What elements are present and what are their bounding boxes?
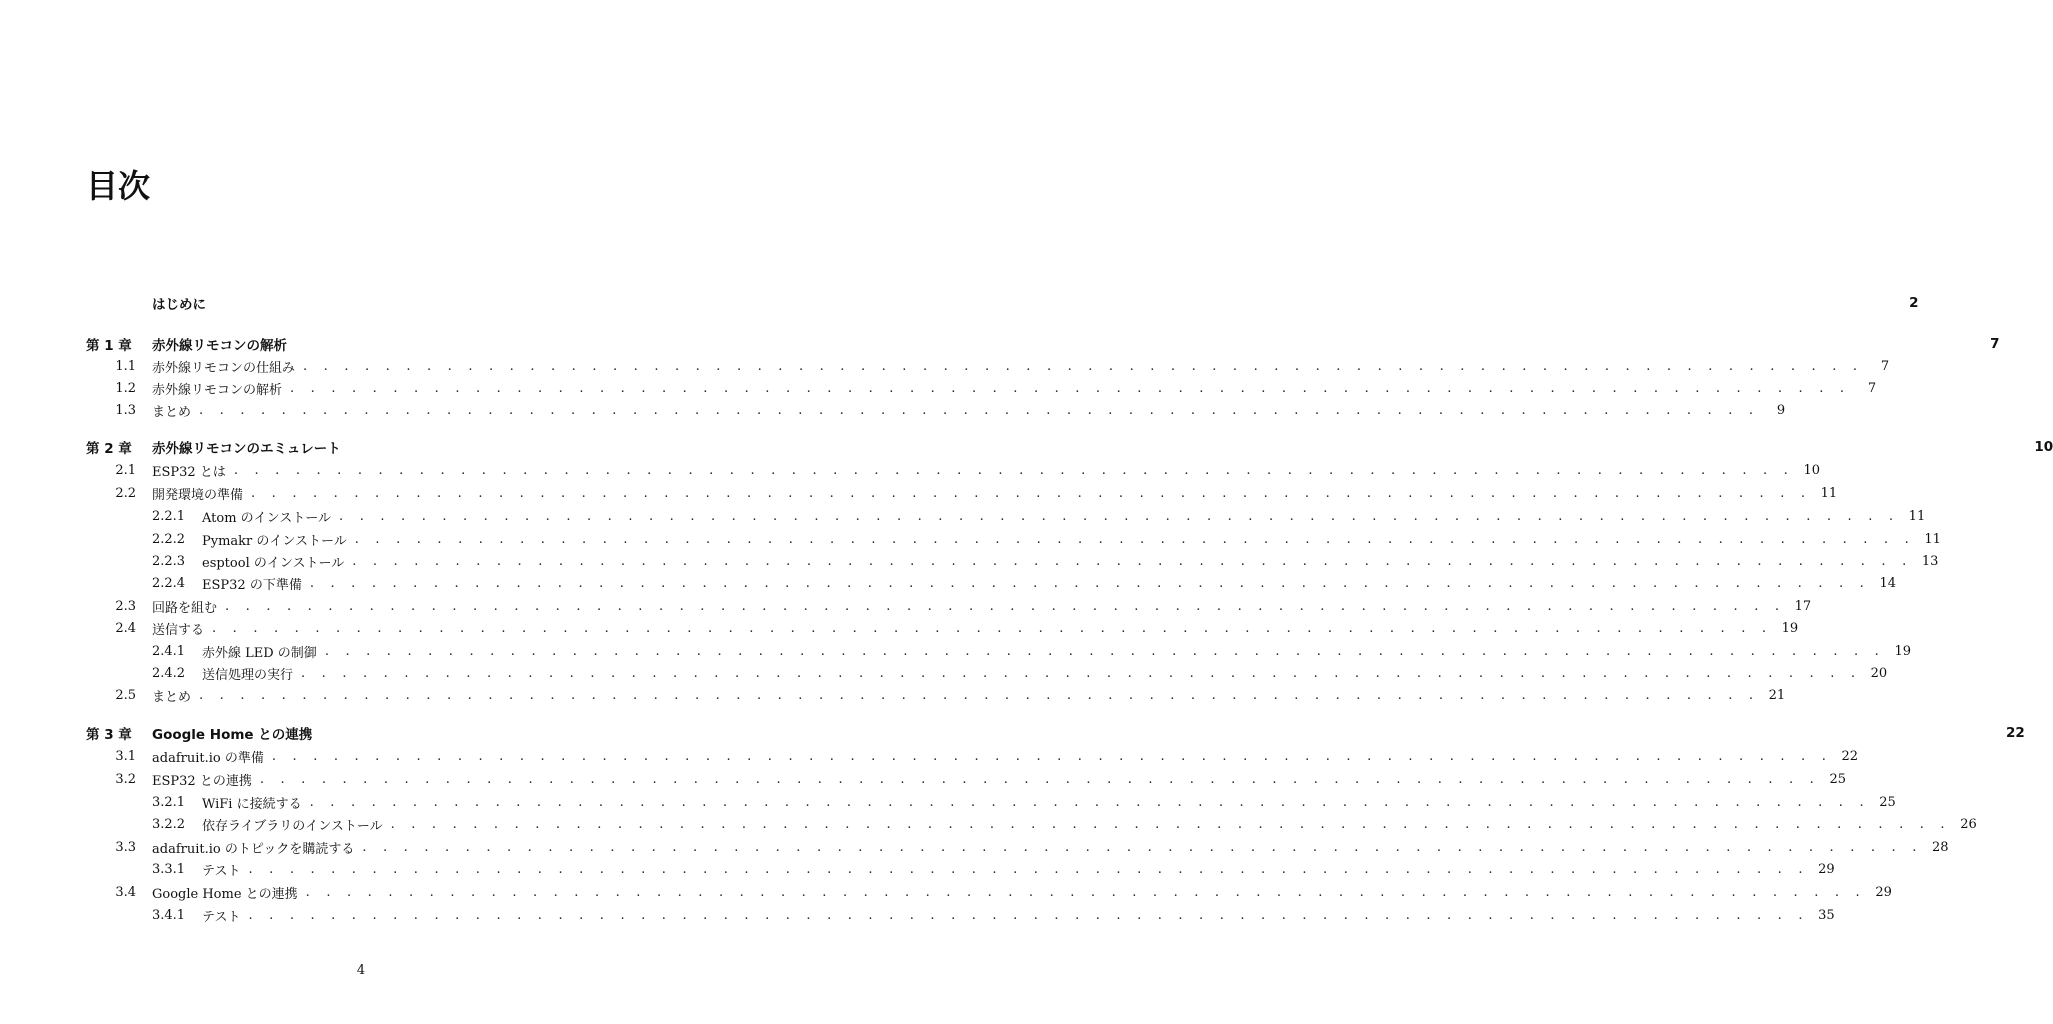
toc-entry-number: 3.3 — [115, 839, 136, 855]
toc-subsection-row[interactable] — [86, 662, 1888, 684]
toc-section-row[interactable] — [86, 399, 1786, 421]
toc-entry-number: 3.2 — [115, 771, 136, 787]
toc-leader-dots: . . . . . . . . . . . . . . . . . . . . . . . . . . . . . . . . . . . . . . . . . . . . . . . . . . . . . . . . . . . . . . . . . . . . . . . . . . . . — [233, 462, 1795, 478]
toc-entry-page: 7 — [1990, 336, 2000, 352]
toc-leader-dots: . . . . . . . . . . . . . . . . . . . . . . . . . . . . . . . . . . . . . . . . . . . . . . . . . . . . . . . . . . . . . . . . . . . . . . . . . . . . — [248, 861, 1809, 877]
toc-leader-dots: . . . . . . . . . . . . . . . . . . . . . . . . . . . . . . . . . . . . . . . . . . . . . . . . . . . . . . . . . . . . . . . . . . . . . . . . . . . . — [259, 771, 1821, 787]
toc-entry-number: 3.4.1 — [152, 907, 186, 923]
toc-entry-page: 13 — [1921, 553, 1939, 569]
toc-entry-title: esptool のインストール — [202, 555, 345, 571]
toc-entry-page: 19 — [1894, 643, 1911, 659]
toc-entry-number: 2.4.1 — [152, 643, 186, 659]
toc-section-row[interactable] — [86, 482, 1838, 504]
toc-section-row[interactable] — [86, 355, 1890, 377]
toc-entry-number: 3.1 — [115, 748, 136, 764]
toc-entry-page: 25 — [1879, 794, 1896, 810]
toc-entry-number: 2.4.2 — [152, 665, 186, 681]
toc-entry-title: Atom のインストール — [202, 510, 332, 526]
toc-entry-page: 19 — [1781, 620, 1799, 636]
toc-entry-page: 20 — [1870, 665, 1888, 681]
toc-leader-dots: . . . . . . . . . . . . . . . . . . . . . . . . . . . . . . . . . . . . . . . . . . . . . . . . . . . . . . . . . . . . . . . . . . . . . . . . . . . . — [303, 358, 1864, 374]
toc-entry-page: 7 — [1867, 380, 1877, 396]
toc-leader-dots: . . . . . . . . . . . . . . . . . . . . . . . . . . . . . . . . . . . . . . . . . . . . . . . . . . . . . . . . . . . . . . . . . . . . . . . . . . . . — [290, 380, 1851, 396]
toc-leader-dots: . . . . . . . . . . . . . . . . . . . . . . . . . . . . . . . . . . . . . . . . . . . . . . . . . . . . . . . . . . . . . . . . . . . . . . . . . . . . — [271, 748, 1833, 764]
toc-entry-page: 11 — [1908, 508, 1926, 524]
toc-leader-dots: . . . . . . . . . . . . . . . . . . . . . . . . . . . . . . . . . . . . . . . . . . . . . . . . . . . . . . . . . . . . . . . . . . . . . . . . . . . . — [362, 839, 1923, 855]
toc-entry-number: 2.4 — [115, 620, 136, 636]
toc-entry-number: 2.2.4 — [152, 575, 186, 591]
toc-entry-page: 28 — [1931, 839, 1949, 855]
toc-entry-title: 依存ライブラリのインストール — [202, 818, 383, 834]
toc-section-row[interactable] — [86, 768, 1847, 790]
toc-entry-page: 29 — [1875, 884, 1892, 900]
toc-entry-number: 2.5 — [115, 687, 136, 703]
toc-entry-title: 赤外線 LED の制御 — [202, 645, 317, 661]
toc-leader-dots: . . . . . . . . . . . . . . . . . . . . . . . . . . . . . . . . . . . . . . . . . . . . . . . . . . . . . . . . . . . . . . . . . . . . . . . . . . . . — [301, 665, 1862, 681]
toc-entry-page: 9 — [1776, 402, 1786, 418]
toc-section-row[interactable] — [86, 459, 1821, 481]
toc-section-row[interactable] — [86, 836, 1949, 858]
toc-entry-number: 2.1 — [115, 462, 136, 478]
toc-entry-page: 35 — [1818, 907, 1835, 923]
toc-subsection-row[interactable] — [86, 813, 1977, 835]
toc-entry-number: 第 2 章 — [86, 441, 132, 457]
toc-subsection-row[interactable] — [86, 858, 1835, 880]
toc-entry-title: 開発環境の準備 — [152, 487, 244, 503]
toc-leader-dots: . . . . . . . . . . . . . . . . . . . . . . . . . . . . . . . . . . . . . . . . . . . . . . . . . . . . . . . . . . . . . . . . . . . . . . . . . . . . — [251, 485, 1812, 501]
toc-entry-title: 送信する — [152, 622, 205, 638]
toc-entry-page: 14 — [1879, 575, 1897, 591]
toc-subsection-row[interactable] — [86, 904, 1835, 926]
toc-leader-dots: . . . . . . . . . . . . . . . . . . . . . . . . . . . . . . . . . . . . . . . . . . . . . . . . . . . . . . . . . . . . . . . . . . . . . . . . . . . . — [390, 816, 1951, 832]
toc-entry-title: Google Home との連携 — [152, 886, 298, 902]
toc-leader-dots: . . . . . . . . . . . . . . . . . . . . . . . . . . . . . . . . . . . . . . . . . . . . . . . . . . . . . . . . . . . . . . . . . . . . . . . . . . . . — [199, 402, 1760, 418]
toc-subsection-row[interactable] — [86, 505, 1926, 527]
toc-entry-title: 赤外線リモコンの仕組み — [152, 360, 296, 376]
toc-leader-dots: . . . . . . . . . . . . . . . . . . . . . . . . . . . . . . . . . . . . . . . . . . . . . . . . . . . . . . . . . . . . . . . . . . . . . . . . . . . . — [339, 508, 1900, 524]
toc-section-row[interactable] — [86, 881, 1892, 903]
toc-entry-page: 29 — [1818, 861, 1835, 877]
toc-entry-title: 送信処理の実行 — [202, 667, 294, 683]
toc-leader-dots: . . . . . . . . . . . . . . . . . . . . . . . . . . . . . . . . . . . . . . . . . . . . . . . . . . . . . . . . . . . . . . . . . . . . . . . . . . . . — [248, 907, 1809, 923]
page-number: 4 — [356, 963, 366, 978]
toc-chapter-row[interactable] — [86, 722, 2025, 744]
toc-entry-number: 2.2.3 — [152, 553, 186, 569]
toc-entry-number: 2.3 — [115, 598, 136, 614]
toc-leader-dots: . . . . . . . . . . . . . . . . . . . . . . . . . . . . . . . . . . . . . . . . . . . . . . . . . . . . . . . . . . . . . . . . . . . . . . . . . . . . — [309, 794, 1870, 810]
toc-entry-page: 22 — [1841, 748, 1859, 764]
toc-entry-title: Pymakr のインストール — [202, 533, 347, 549]
toc-entry-number: 2.2 — [115, 485, 136, 501]
toc-entry-title: ESP32 との連携 — [152, 773, 252, 789]
toc-leader-dots: . . . . . . . . . . . . . . . . . . . . . . . . . . . . . . . . . . . . . . . . . . . . . . . . . . . . . . . . . . . . . . . . . . . . . . . . . . . . — [324, 643, 1885, 659]
toc-entry-page: 21 — [1768, 687, 1786, 703]
toc-section-row[interactable] — [86, 377, 1877, 399]
page-title: 目次 — [86, 167, 151, 205]
toc-entry-number: 2.2.1 — [152, 508, 186, 524]
toc-entry-page: 10 — [2034, 439, 2053, 455]
toc-chapter-row[interactable] — [86, 292, 1919, 314]
toc-entry-page: 25 — [1829, 771, 1847, 787]
toc-entry-title: テスト — [202, 909, 241, 925]
toc-leader-dots: . . . . . . . . . . . . . . . . . . . . . . . . . . . . . . . . . . . . . . . . . . . . . . . . . . . . . . . . . . . . . . . . . . . . . . . . . . . . — [305, 884, 1866, 900]
toc-entry-page: 7 — [1880, 358, 1890, 374]
toc-chapter-row[interactable] — [86, 436, 2053, 458]
toc-entry-title: adafruit.io の準備 — [152, 750, 264, 766]
toc-entry-page: 11 — [1820, 485, 1838, 501]
toc-entry-page: 17 — [1794, 598, 1812, 614]
toc-section-row[interactable] — [86, 617, 1799, 639]
toc-entry-number: 3.3.1 — [152, 861, 186, 877]
toc-entry-title: 赤外線リモコンのエミュレート — [152, 441, 341, 457]
toc-entry-number: 3.2.2 — [152, 816, 186, 832]
toc-leader-dots: . . . . . . . . . . . . . . . . . . . . . . . . . . . . . . . . . . . . . . . . . . . . . . . . . . . . . . . . . . . . . . . . . . . . . . . . . . . . — [309, 575, 1871, 591]
toc-entry-page: 2 — [1909, 295, 1919, 311]
toc-entry-number: 1.2 — [115, 380, 136, 396]
toc-leader-dots: . . . . . . . . . . . . . . . . . . . . . . . . . . . . . . . . . . . . . . . . . . . . . . . . . . . . . . . . . . . . . . . . . . . . . . . . . . . . — [212, 620, 1773, 636]
toc-entry-title: ESP32 とは — [152, 464, 226, 480]
toc-entry-title: ESP32 の下準備 — [202, 577, 302, 593]
toc-chapter-row[interactable] — [86, 333, 2000, 355]
toc-leader-dots: . . . . . . . . . . . . . . . . . . . . . . . . . . . . . . . . . . . . . . . . . . . . . . . . . . . . . . . . . . . . . . . . . . . . . . . . . . . . — [352, 553, 1913, 569]
toc-subsection-row[interactable] — [86, 572, 1897, 594]
toc-subsection-row[interactable] — [86, 791, 1896, 813]
toc-entry-number: 3.2.1 — [152, 794, 186, 810]
toc-leader-dots: . . . . . . . . . . . . . . . . . . . . . . . . . . . . . . . . . . . . . . . . . . . . . . . . . . . . . . . . . . . . . . . . . . . . . . . . . . . . — [354, 531, 1915, 547]
toc-entry-number: 第 3 章 — [86, 727, 132, 743]
toc-entry-title: まとめ — [152, 689, 192, 705]
toc-section-row[interactable] — [86, 684, 1786, 706]
toc-entry-number: 1.3 — [115, 402, 136, 418]
toc-section-row[interactable] — [86, 595, 1812, 617]
toc-entry-title: WiFi に接続する — [202, 796, 302, 812]
toc-entry-title: adafruit.io のトピックを購読する — [152, 841, 355, 857]
toc-entry-title: はじめに — [152, 297, 206, 313]
toc-entry-title: Google Home との連携 — [152, 727, 313, 743]
toc-entry-number: 2.2.2 — [152, 531, 186, 547]
toc-leader-dots: . . . . . . . . . . . . . . . . . . . . . . . . . . . . . . . . . . . . . . . . . . . . . . . . . . . . . . . . . . . . . . . . . . . . . . . . . . . . — [225, 598, 1786, 614]
toc-subsection-row[interactable] — [86, 640, 1911, 662]
toc-subsection-row[interactable] — [86, 550, 1939, 572]
toc-subsection-row[interactable] — [86, 528, 1941, 550]
toc-section-row[interactable] — [86, 745, 1859, 767]
toc-entry-page: 26 — [1960, 816, 1977, 832]
toc-entry-page: 10 — [1803, 462, 1821, 478]
toc-entry-title: テスト — [202, 863, 241, 879]
toc-entry-title: 赤外線リモコンの解析 — [152, 338, 287, 354]
toc-entry-title: まとめ — [152, 404, 192, 420]
toc-leader-dots: . . . . . . . . . . . . . . . . . . . . . . . . . . . . . . . . . . . . . . . . . . . . . . . . . . . . . . . . . . . . . . . . . . . . . . . . . . . . — [199, 687, 1760, 703]
toc-entry-title: 赤外線リモコンの解析 — [152, 382, 283, 398]
toc-entry-title: 回路を組む — [152, 600, 218, 616]
toc-entry-number: 1.1 — [115, 358, 136, 374]
toc-entry-number: 第 1 章 — [86, 338, 132, 354]
toc-entry-number: 3.4 — [115, 884, 136, 900]
toc-entry-page: 11 — [1924, 531, 1941, 547]
toc-entry-page: 22 — [2005, 725, 2025, 741]
